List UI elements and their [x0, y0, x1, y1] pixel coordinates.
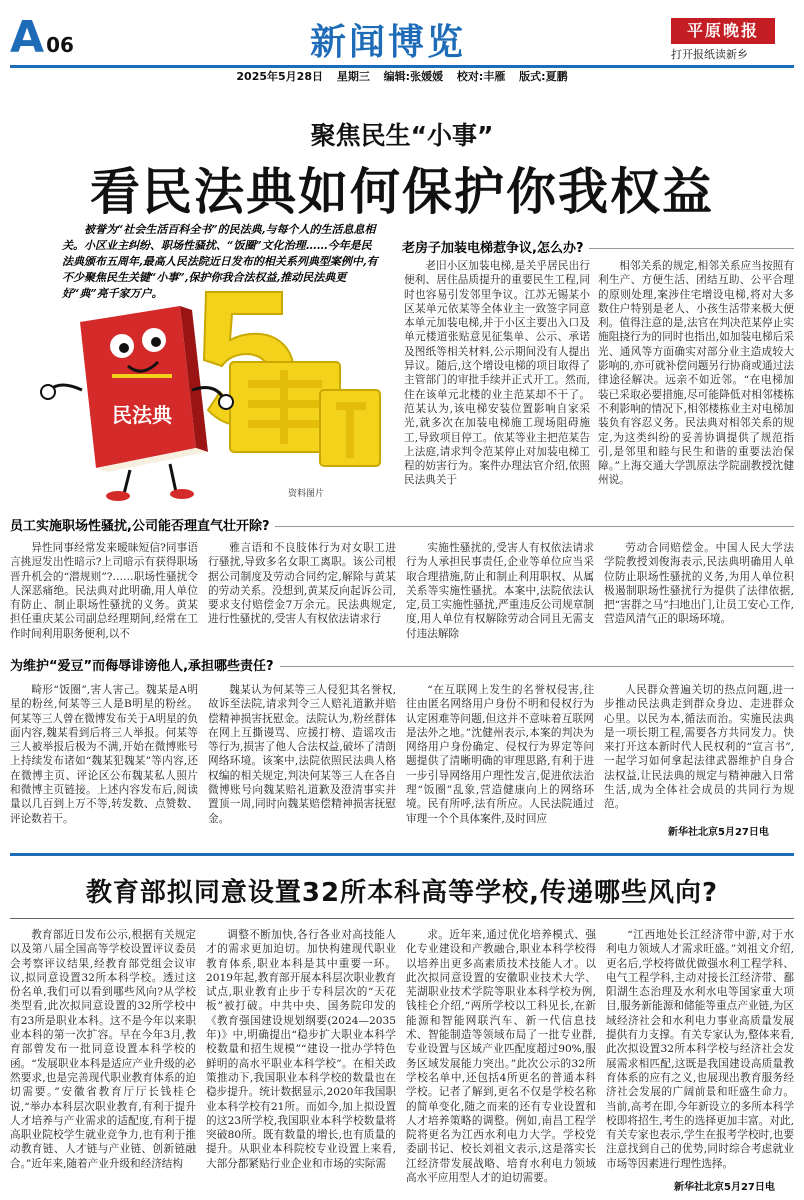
- fandom-text-1: 畸形“饭圈”,害人害己。魏某是A明星的粉丝,何某等三人是B明星的粉丝。何某等三人曾在微博发布关于A明星的负面内容,魏某看到后将三人举报。何某等三人被举报后极为不满,开始在微博账号上持续发布诸如“魏某犯魏某”等内容,还在微博主页、评论区公布魏某私人照片和微博主页链接。上述内容发布后,阅读量以几百到上万不等,转发数、点赞数、评论数若干。: [10, 684, 198, 825]
- story1-headline: 看民法典如何保护你我权益: [90, 163, 714, 221]
- illustration-caption: 资料图片: [288, 489, 325, 499]
- fandom-text-4: 人民群众普遍关切的热点问题,进一步推动民法典走到群众身边、走进群众心里。以民为本,循法而治。实施民法典是一项长期工程,需要各方共同发力。快来打开这本新时代人民权利的“宣言书”,一起学习如何拿起法律武器维护自身合法权益,让民法典的规定与精神融入日常生活,成为全体社会成员的共同行为规范。: [604, 684, 794, 811]
- story2-headline: 教育部拟同意设置32所本科高等学校,传递哪些风向?: [85, 878, 719, 908]
- page-number: [10, 12, 74, 63]
- page-letter: A: [10, 12, 45, 63]
- subhead-fandom: 为维护“爱豆”而侮辱诽谤他人,承担哪些责任?: [10, 655, 794, 674]
- subhead-harassment: 员工实施职场性骚扰,公司能否理直气壮开除?: [10, 515, 794, 534]
- layout-credit: 版式:夏鹏: [519, 70, 568, 83]
- story1-kicker: 聚焦民生“小事”: [310, 121, 494, 150]
- fandom-text-3: “在互联网上发生的名誉权侵害,往往由匿名网络用户身份不明和侵权行为认定困难等问题,但这并不意味着互联网是法外之地。”沈健州表示,本案的判决为网络用户身份确定、侵权行为界定等问题提供了清晰明确的审理思路,有利于进一步引导网络用户理性发言,促进依法治理“饭圈”乱象,营造健康向上的网络环境。民有所呼,法有所应。人民法院通过审理一个个具体案件,及时回应: [406, 684, 594, 825]
- education-text-1: 教育部近日发布公示,根据有关规定以及第八届全国高等学校设置评议委员会考察评议结果,经教育部党组会议审议,拟同意设置32所本科学校。透过这份名单,我们可以看到哪些风向?从学校类型看,此次拟同意设置的32所学校中有23所是职业本科。这不是今年以来职业本科的第一次扩容。早在今年3月,教育部曾发布一批同意设置本科学校的函。“发展职业本科是适应产业升级的必然要求,也是完善现代职业教育体系的迫切需要。”安徽省教育厅厅长钱桂仑说,“举办本科层次职业教育,有利于提升人才培养与产业需求的适配度,有利于提高职业院校学生就业竞争力,也有利于推动教育链、人才链与产业链、创新链融合。”近年来,随着产业升级和经济结构: [10, 929, 196, 1170]
- fandom-column-1: [10, 683, 198, 831]
- book-label: 民法典: [112, 403, 172, 427]
- page-digits: 06: [46, 33, 74, 57]
- section-title: 新闻博览: [310, 22, 467, 63]
- civil-code-illustration: [20, 270, 398, 502]
- harassment-column-3: [406, 541, 594, 647]
- fandom-column-4: [604, 683, 794, 817]
- fandom-column-3: [406, 683, 594, 831]
- story1-lead: 被誉为“社会生活百科全书”的民法典,与每个人的生活息息相关。小区业主纠纷、职场性骚扰、“饭圈”文化治理……今年是民法典颁布五周年,最高人民法院近日发布的相关系列典型案例中,有不少聚焦民生关键“小事”,保护你我合法权益,推动民法典更好“典”亮千家万户。: [62, 223, 378, 300]
- editor-credit: 编辑:张媛媛: [383, 70, 444, 83]
- elevator-text-2: 相邻关系的规定,相邻关系应当按照有利生产、方便生活、团结互助、公平合理的原则处理,案涉住宅增设电梯,将对大多数住户特别是老人、小孩生活带来极大便利。值得注意的是,法官在判决范某停止实施阻挠行为的同时也指出,如加装电梯后采光、通风等方面确实对部分业主造成较大影响的,亦可就补偿问题另行协商或通过法律途径解决。远亲不如近邻。“在电梯加装已采取必要措施,尽可能降低对相邻楼栋不利影响的情况下,相邻楼栋业主对电梯加装负有容忍义务。民法典对相邻关系的规定,为这类纠纷的妥善协调提供了规范指引,是邻里和睦与民生和谐的重要法治保障。”上海交通大学凯原法学院副教授沈健州说。: [598, 260, 794, 487]
- education-column-3: [406, 928, 596, 1190]
- proofreader-credit: 校对:丰雁: [456, 70, 506, 83]
- harassment-text-2: 雅言语和不良肢体行为对女职工进行骚扰,导致多名女职工离职。该公司根据公司制度及劳动合同约定,解除与黄某的劳动关系。没想到,黄某反向起诉公司,要求支付赔偿金7万余元。民法典规定,进行性骚扰的,受害人有权依法请求行: [208, 542, 396, 626]
- harassment-column-1: [10, 541, 198, 647]
- education-text-3: 求。近年来,通过优化培养模式、强化专业建设和产教融合,职业本科学校得以培养出更多高素质技术技能人才。以此次拟同意设置的安徽职业技术大学、芜湖职业技术学院等职业本科学校为例,钱桂仑介绍,“两所学校以工科见长,在新能源和智能网联汽车、新一代信息技术、智能制造等领域布局了一批专业群,专业设置与区域产业匹配度超过90%,服务区域发展能力突出。”此次公示的32所学校名单中,还包括4所更名的普通本科学校。记者了解到,更名不仅是学校名称的简单变化,随之而来的还有专业设置和人才培养策略的调整。例如,南昌工程学院将更名为江西水利电力大学。学校党委副书记、校长刘祖文表示,这是落实长江经济带发展战略、培育水利电力领域高水平应用型人才的迫切需要。: [406, 929, 596, 1185]
- education-column-4: [606, 928, 794, 1174]
- elevator-text-1: 老旧小区加装电梯,是关乎居民出行便利、居住品质提升的重要民生工程,同时也容易引发邻里争议。江苏无锡某小区某单元依某等全体业主一致签字同意本单元加装电梯,并于小区主要出入口及单元楼道张贴意见征集单、公示、承诺及图纸等相关材料,公示期间没有人提出异议。随后,这个增设电梯的项目取得了主管部门的审批手续并正式开工。然而,住在该单元北楼的业主范某却不干了。范某认为,该电梯安装位置影响自家采光,就多次在加装电梯施工现场阻碍施工,导致项目停工。依某等业主把范某告上法庭,请求判令范某停止对加装电梯工程的妨害行为。案件办理法官介绍,依照民法典关于: [404, 260, 590, 487]
- elevator-column-1: [404, 259, 590, 504]
- logo-tagline: 打开报纸读新乡: [671, 48, 748, 61]
- education-column-2: [206, 928, 396, 1190]
- story2-rule: [10, 918, 794, 919]
- elevator-column-2: [598, 259, 794, 504]
- story-separator: [10, 853, 794, 856]
- issue-date: 2025年5月28日: [236, 70, 323, 83]
- story1-signoff: 新华社北京5月27日电: [668, 827, 769, 838]
- dateline: [0, 68, 804, 84]
- education-column-1: [10, 928, 196, 1190]
- issue-weekday: 星期三: [336, 70, 370, 83]
- harassment-text-1: 异性同事经常发来暧昧短信?同事语言挑逗发出性暗示?上司暗示有获得职场晋升机会的“潜规则”?……职场性骚扰令人深恶痛绝。民法典对此明确,用人单位有防止、制止职场性骚扰的义务。黄某担任重庆某公司副总经理期间,经常在工作时间利用职务便利,以不: [10, 542, 198, 640]
- civil-code-book-icon: [80, 306, 208, 472]
- harassment-text-4: 劳动合同赔偿金。中国人民大学法学院教授刘俊海表示,民法典明确用人单位防止职场性骚扰的义务,为用人单位积极遏制职场性骚扰行为提供了法律依据,把“害群之马”扫地出门,让员工安心工作,营造风清气正的职场环境。: [604, 542, 794, 626]
- fandom-text-2: 魏某认为何某等三人侵犯其名誉权,故诉至法院,请求判令三人赔礼道歉并赔偿精神损害抚慰金。法院认为,粉丝群体在网上互撕谩骂、应援打榜、造谣攻击等行为,损害了他人合法权益,破坏了清朗网络环境。该案中,法院依照民法典人格权编的相关规定,判决何某等三人在各自微博账号向魏某赔礼道歉及澄清事实并置顶一周,同时向魏某赔偿精神损害抚慰金。: [208, 684, 396, 825]
- harassment-column-4: [604, 541, 794, 647]
- harassment-column-2: [208, 541, 396, 647]
- fandom-column-2: [208, 683, 396, 831]
- education-text-4: “江西地处长江经济带中游,对于水利电力领域人才需求旺盛。”刘祖文介绍,更名后,学校将做优做强水利工程学科、电气工程学科,主动对接长江经济带、鄱阳湖生态治理及水利水电等国家重大项目,服务新能源和储能等重点产业链,为区域经济社会和水利电力事业高质量发展提供有力支撑。有关专家认为,整体来看,此次拟设置32所本科学校与经济社会发展需求相匹配,这既是我国建设高质量教育体系的应有之义,也展现出教育服务经济社会发展的广阔前景和旺盛生命力。当前,高考在即,今年新设立的多所本科学校即将招生,考生的选择更加丰富。对此,有关专家也表示,学生在报考学校时,也要注意找到自己的优势,同时综合考虑就业市场等因素进行理性选择。: [606, 929, 794, 1170]
- education-text-2: 调整不断加快,各行各业对高技能人才的需求更加迫切。加快构建现代职业教育体系,职业本科是其中重要一环。2019年起,教育部开展本科层次职业教育试点,职业教育止步于专科层次的“天花板”被打破。中共中央、国务院印发的《教育强国建设规划纲要(2024—2035年)》中,明确提出“稳步扩大职业本科学校数量和招生规模”“建设一批办学特色鲜明的高水平职业本科学校”。在相关政策推动下,我国职业本科学校的数量也在稳步提升。统计数据显示,2020年我国职业本科学校有21所。而如今,加上拟设置的这23所学校,我国职业本科学校数量将突破80所。既有数量的增长,也有质量的提升。从职业本科院校专业设置上来看,大部分都紧贴行业企业和市场的实际需: [206, 929, 396, 1170]
- anniversary-year-text-icon: [230, 362, 380, 466]
- story2-signoff: 新华社北京5月27日电: [674, 1182, 775, 1193]
- newspaper-logo: 平原晚报: [671, 18, 775, 44]
- subhead-elevator: 老房子加装电梯惹争议,怎么办?: [402, 237, 794, 256]
- harassment-text-3: 实施性骚扰的,受害人有权依法请求行为人承担民事责任,企业等单位应当采取合理措施,防止和制止利用职权、从属关系等实施性骚扰。本案中,法院依法认定,员工实施性骚扰,严重违反公司规章制度,用人单位有权解除劳动合同且无需支付违法解除: [406, 542, 594, 640]
